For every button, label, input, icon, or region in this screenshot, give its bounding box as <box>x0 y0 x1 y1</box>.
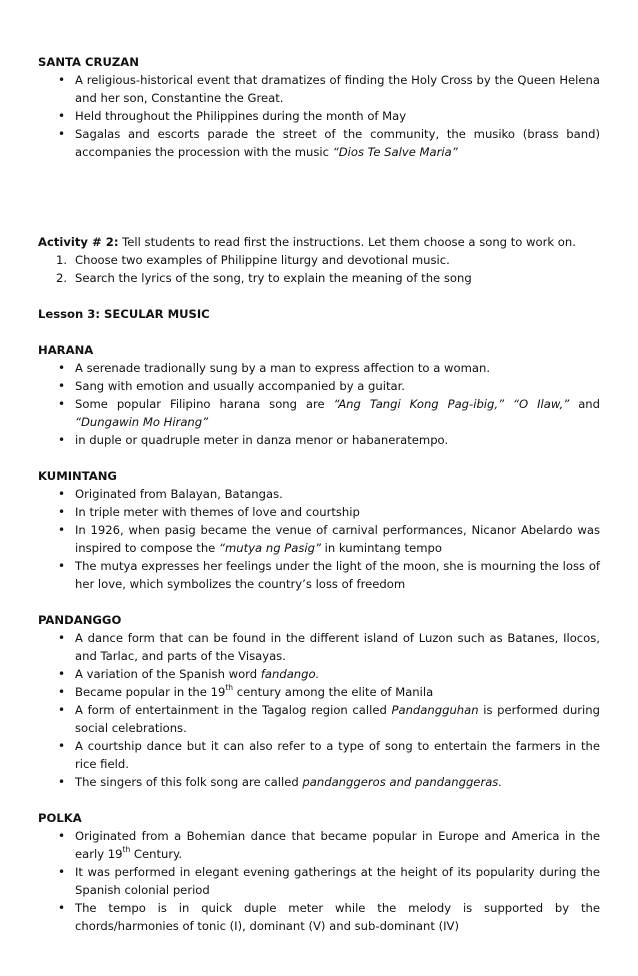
list-item: • A courtship dance but it can also refer to a type of song to entertain the farmers in the rice field. <box>38 737 600 773</box>
lesson-title: Lesson 3: SECULAR MUSIC <box>38 307 210 321</box>
list-item: • The singers of this folk song are called pandanggeros and pandanggeras. <box>38 773 600 791</box>
santa-cruzan-list <box>38 71 600 161</box>
list-item: • The tempo is in quick duple meter while the melody is supported by the chords/harmonies of tonic (I), dominant (V) and sub-dominant (IV) <box>38 899 600 935</box>
list-item: 1. Choose two examples of Philippine liturgy and devotional music. <box>56 253 450 267</box>
list-item: • The mutya expresses her feelings under the light of the moon, she is mourning the loss of her love, which symbolizes the country’s loss of freedom <box>38 557 600 593</box>
list-item: • Sang with emotion and usually accompanied by a guitar. <box>38 377 600 395</box>
section-heading-kumintang: KUMINTANG <box>38 469 117 483</box>
list-item: • Originated from a Bohemian dance that became popular in Europe and America in the early 19th Century. <box>38 827 600 863</box>
document-page <box>38 53 600 935</box>
list-item: • A variation of the Spanish word fandango. <box>38 665 600 683</box>
kumintang-list <box>38 485 600 593</box>
list-item: 2. Search the lyrics of the song, try to explain the meaning of the song <box>56 271 472 285</box>
list-item: • A religious-historical event that dramatizes of finding the Holy Cross by the Queen Helena and her son, Constantine the Great. <box>38 71 600 107</box>
list-item: • Originated from Balayan, Batangas. <box>38 485 600 503</box>
section-heading-pandanggo: PANDANGGO <box>38 613 122 627</box>
section-heading-harana: HARANA <box>38 343 94 357</box>
list-item: • A form of entertainment in the Tagalog region called Pandangguhan is performed during social celebrations. <box>38 701 600 737</box>
list-item: • It was performed in elegant evening gatherings at the height of its popularity during the Spanish colonial period <box>38 863 600 899</box>
list-item: • Became popular in the 19th century among the elite of Manila <box>38 683 600 701</box>
list-item: • Some popular Filipino harana song are “Ang Tangi Kong Pag-ibig,” “O Ilaw,” and “Dungawin Mo Hirang” <box>38 395 600 431</box>
list-item: • A dance form that can be found in the different island of Luzon such as Batanes, Ilocos, and Tarlac, and parts of the Visayas. <box>38 629 600 665</box>
section-heading-santa-cruzan: SANTA CRUZAN <box>38 55 139 69</box>
activity-list <box>38 251 600 287</box>
list-item: • In 1926, when pasig became the venue of carnival performances, Nicanor Abelardo was inspired to compose the “mutya ng Pasig” in kumintang tempo <box>38 521 600 557</box>
section-heading-polka: POLKA <box>38 811 82 825</box>
activity-label: Activity # 2: <box>38 235 119 249</box>
polka-list <box>38 827 600 935</box>
pandanggo-list <box>38 629 600 791</box>
list-item: • Sagalas and escorts parade the street of the community, the musiko (brass band) accompanies the procession with the music “Dios Te Salve Maria” <box>38 125 600 161</box>
activity-instruction: Activity # 2: Tell students to read first the instructions. Let them choose a song to work on. <box>38 235 576 249</box>
list-item: • Held throughout the Philippines during the month of May <box>38 107 600 125</box>
harana-list <box>38 359 600 449</box>
list-item: • A serenade tradionally sung by a man to express affection to a woman. <box>38 359 600 377</box>
list-item: • in duple or quadruple meter in danza menor or habaneratempo. <box>38 431 600 449</box>
list-item: • In triple meter with themes of love and courtship <box>38 503 600 521</box>
